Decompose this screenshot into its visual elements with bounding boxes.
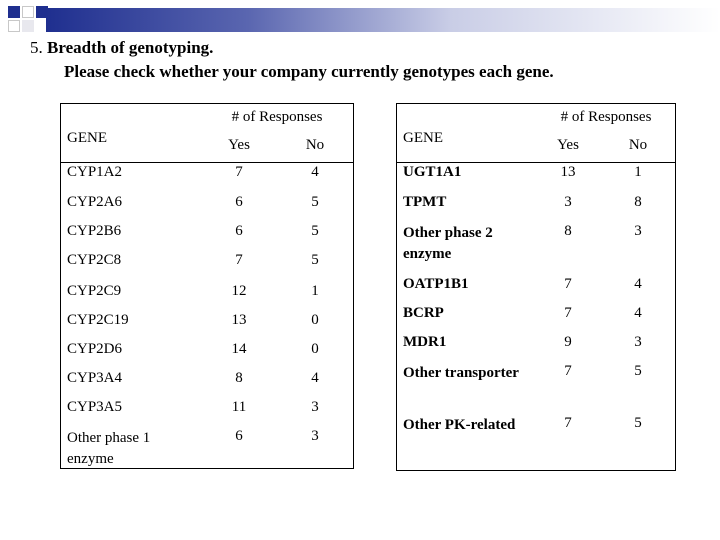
yes-count: 7 (564, 415, 572, 431)
no-count: 3 (311, 428, 319, 444)
corner-square-4 (8, 20, 20, 32)
left-yes-header: Yes (228, 136, 250, 153)
gene-name: CYP2A6 (67, 194, 123, 210)
table-row (61, 248, 353, 279)
left-gene-table (61, 104, 353, 470)
right-yes-header: Yes (557, 136, 579, 153)
left-gene-header: GENE (67, 130, 107, 146)
yes-count: 6 (235, 428, 243, 444)
gene-name: MDR1 (403, 334, 447, 350)
gene-name: Other PK-related (403, 417, 516, 433)
yes-count: 7 (564, 305, 572, 321)
no-count: 5 (634, 363, 642, 379)
table-row (61, 366, 353, 395)
table-row (397, 411, 675, 463)
right-gene-header: GENE (403, 130, 443, 146)
left-no-header: No (305, 136, 325, 153)
gene-name: CYP2B6 (67, 223, 122, 239)
gene-name: Other phase 1 enzyme (67, 430, 151, 467)
corner-square-1 (8, 6, 20, 18)
heading-title: Breadth of genotyping. (47, 38, 214, 57)
table-row (397, 301, 675, 330)
right-gene-table (397, 104, 675, 463)
no-count: 5 (311, 252, 319, 268)
slide-subheading: Please check whether your company currently genotypes each gene. (64, 62, 554, 81)
gene-name: CYP2C9 (67, 283, 122, 299)
table-row (397, 272, 675, 301)
gene-name: CYP3A4 (67, 370, 123, 386)
no-count: 3 (311, 399, 319, 415)
gene-name: CYP3A5 (67, 399, 123, 415)
table-row (61, 190, 353, 219)
yes-count: 7 (235, 164, 243, 180)
yes-count: 6 (235, 223, 243, 239)
no-count: 5 (311, 223, 319, 239)
table-row (61, 395, 353, 424)
table-row (61, 308, 353, 337)
slide-heading (30, 38, 213, 58)
gene-name: TPMT (403, 194, 447, 210)
no-count: 5 (311, 194, 319, 210)
no-count: 4 (634, 276, 642, 292)
gene-name: UGT1A1 (403, 164, 462, 180)
yes-count: 11 (231, 399, 247, 415)
table-row (397, 330, 675, 359)
yes-count: 13 (560, 164, 576, 180)
table-row (61, 160, 353, 190)
gene-name: Other phase 2 enzyme (403, 225, 493, 262)
gene-name: CYP2C19 (67, 312, 129, 328)
yes-count: 6 (235, 194, 243, 210)
table-row (397, 359, 675, 411)
no-count: 3 (634, 334, 642, 350)
yes-count: 3 (564, 194, 572, 210)
table-row (397, 219, 675, 272)
gene-name: CYP2C8 (67, 252, 122, 268)
yes-count: 7 (235, 252, 243, 268)
no-count: 5 (634, 415, 642, 431)
no-count: 0 (311, 312, 319, 328)
no-count: 0 (311, 341, 319, 357)
no-count: 1 (311, 283, 319, 299)
no-count: 4 (634, 305, 642, 321)
yes-count: 8 (235, 370, 243, 386)
table-row (397, 160, 675, 190)
heading-number: 5. (30, 38, 43, 57)
gene-name: OATP1B1 (403, 276, 469, 292)
yes-count: 8 (564, 223, 572, 239)
gene-name: Other transporter (403, 365, 519, 381)
yes-count: 12 (231, 283, 247, 299)
table-row (61, 424, 353, 470)
no-count: 4 (311, 370, 319, 386)
corner-square-5 (22, 20, 34, 32)
table-row (61, 279, 353, 308)
right-responses-header: # of Responses (560, 108, 652, 125)
gene-name: CYP2D6 (67, 341, 123, 357)
header-gradient-bar (46, 8, 720, 32)
gene-name: CYP1A2 (67, 164, 123, 180)
table-row (61, 337, 353, 366)
yes-count: 7 (564, 363, 572, 379)
gene-name: BCRP (403, 305, 444, 321)
yes-count: 9 (564, 334, 572, 350)
yes-count: 14 (231, 341, 247, 357)
right-no-header: No (628, 136, 648, 153)
no-count: 8 (634, 194, 642, 210)
yes-count: 13 (231, 312, 247, 328)
no-count: 3 (634, 223, 642, 239)
table-row (397, 190, 675, 219)
table-row (61, 219, 353, 248)
left-responses-header: # of Responses (231, 108, 323, 125)
no-count: 4 (311, 164, 319, 180)
no-count: 1 (634, 164, 642, 180)
yes-count: 7 (564, 276, 572, 292)
corner-square-2 (22, 6, 34, 18)
